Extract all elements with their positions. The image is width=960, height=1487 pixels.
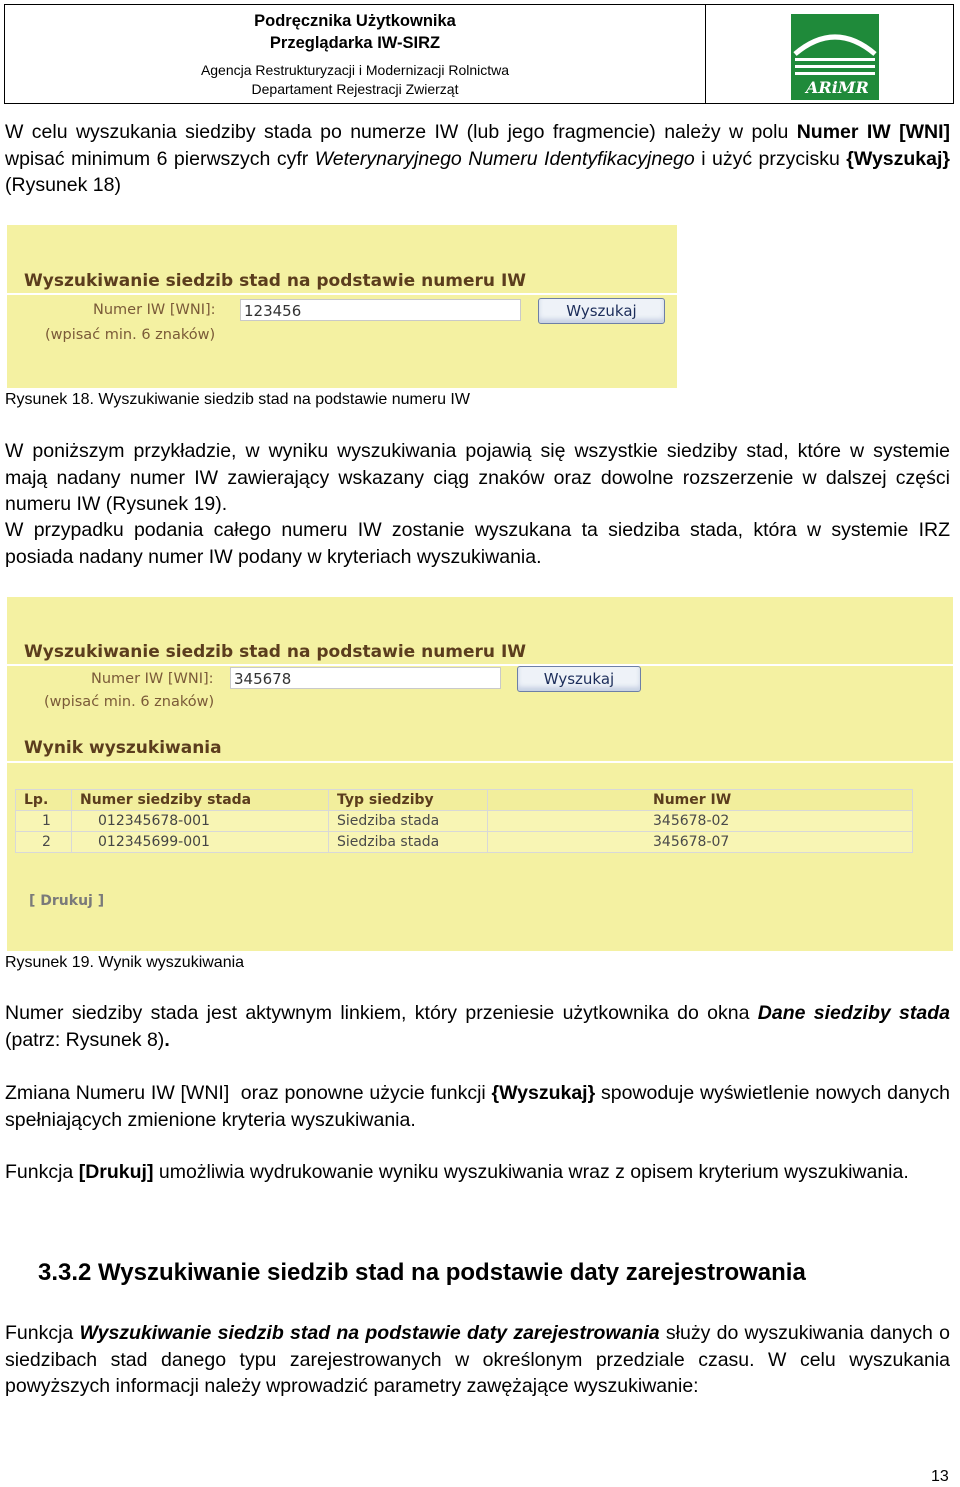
section-heading: 3.3.2 Wyszukiwanie siedzib stad na podstawie daty zarejestrowania bbox=[38, 1259, 806, 1286]
text: Numer siedziby stada jest aktywnym linkiem, który przeniesie użytkownika do okna bbox=[5, 1002, 758, 1024]
results-title: Wynik wyszukiwania bbox=[24, 738, 222, 758]
text: umożliwia wydrukowanie wyniku wyszukiwania wraz z opisem kryterium wyszukiwania. bbox=[153, 1161, 909, 1183]
term: Weterynaryjnego Numeru Identyfikacyjnego bbox=[314, 147, 695, 170]
field-name: Numer IW [WNI] bbox=[796, 121, 950, 143]
table-header-row bbox=[16, 790, 913, 811]
button-name: {Wyszukaj} bbox=[491, 1082, 596, 1104]
print-link[interactable]: [ Drukuj ] bbox=[29, 893, 105, 909]
department-name: Departament Rejestracji Zwierząt bbox=[251, 81, 459, 97]
function-name: Wyszukiwanie siedzib stad na podstawie daty zarejestrowania bbox=[79, 1322, 660, 1344]
herd-number-link[interactable]: 012345678-001 bbox=[72, 811, 329, 832]
full-number-paragraph: W przypadku podania całego numeru IW zostanie wyszukana ta siedziba stada, która w systemie IRZ posiada nadany numer IW podany w kryteriach wyszukiwania. bbox=[5, 519, 950, 568]
cell-type: Siedziba stada bbox=[329, 811, 488, 832]
intro-paragraph bbox=[5, 119, 950, 199]
example-paragraph: W poniższym przykładzie, w wyniku wyszukiwania pojawią się wszystkie siedziby stad, które w systemie mają nadany numer IW zawierający wskazany ciąg znaków oraz dowolne rozszerzenie w dalszej części numeru IW (Rysunek 19). bbox=[5, 440, 950, 515]
header-text-block bbox=[5, 5, 705, 103]
col-header-lp: Lp. bbox=[16, 790, 72, 811]
title-separator bbox=[7, 293, 677, 295]
logo-text: ARiMR bbox=[806, 78, 869, 97]
header-divider bbox=[705, 5, 706, 103]
table-row bbox=[16, 811, 913, 832]
text: Funkcja bbox=[5, 1161, 79, 1183]
iw-number-input[interactable]: 345678 bbox=[230, 667, 501, 689]
figure-18-screenshot bbox=[7, 225, 677, 388]
text: . bbox=[164, 1028, 170, 1051]
text: służy do wyszukiwania danych o siedzibach stad danego typu zarejestrowanych w określonym przedziale czasu. W celu wyszukania powyższych informacji należy wprowadzić parametry zawężające wyszukiwanie: bbox=[5, 1322, 950, 1397]
results-separator bbox=[7, 761, 953, 763]
search-button[interactable]: Wyszukaj bbox=[538, 298, 665, 324]
change-search-paragraph bbox=[5, 1080, 950, 1133]
cell-lp: 1 bbox=[16, 811, 72, 832]
iw-number-label: Numer IW [WNI]: bbox=[93, 302, 216, 318]
iw-number-input[interactable]: 123456 bbox=[240, 299, 521, 321]
print-function-paragraph bbox=[5, 1159, 950, 1186]
col-header-iw-number: Numer IW bbox=[488, 790, 913, 811]
text: i użyć przycisku bbox=[694, 147, 847, 170]
window-name: Dane siedziby stada bbox=[757, 1002, 950, 1024]
figure-19-caption: Rysunek 19. Wynik wyszukiwania bbox=[5, 954, 245, 971]
text: Zmiana Numeru IW [WNI] oraz ponowne użycie funkcji bbox=[5, 1082, 492, 1104]
button-name: {Wyszukaj} bbox=[846, 147, 950, 170]
page-header bbox=[4, 4, 954, 104]
date-search-paragraph bbox=[5, 1320, 950, 1400]
page-number: 13 bbox=[931, 1468, 949, 1485]
cell-type: Siedziba stada bbox=[329, 832, 488, 853]
text: wpisać minimum 6 pierwszych cyfr bbox=[5, 147, 315, 170]
herd-number-link[interactable]: 012345699-001 bbox=[72, 832, 329, 853]
agency-name: Agencja Restrukturyzacji i Modernizacji Rolnictwa bbox=[200, 62, 510, 78]
min-chars-hint: (wpisać min. 6 znaków) bbox=[45, 327, 216, 343]
figure-18-caption: Rysunek 18. Wyszukiwanie siedzib stad na podstawie numeru IW bbox=[5, 391, 470, 408]
search-button[interactable]: Wyszukaj bbox=[517, 666, 641, 692]
text: (Rysunek 18) bbox=[5, 174, 121, 196]
text: (patrz: Rysunek 8) bbox=[5, 1028, 165, 1051]
manual-title: Podręcznika Użytkownika bbox=[254, 12, 456, 30]
col-header-type: Typ siedziby bbox=[329, 790, 488, 811]
search-form-title: Wyszukiwanie siedzib stad na podstawie numeru IW bbox=[24, 271, 527, 291]
link-info-paragraph bbox=[5, 1000, 950, 1053]
button-name: [Drukuj] bbox=[78, 1161, 154, 1183]
app-name: Przeglądarka IW-SIRZ bbox=[269, 34, 441, 52]
cell-lp: 2 bbox=[16, 832, 72, 853]
text: W celu wyszukania siedziby stada po numerze IW (lub jego fragmencie) należy w polu bbox=[5, 121, 797, 143]
cell-iw-number: 345678-07 bbox=[488, 832, 913, 853]
results-table bbox=[15, 789, 913, 853]
cell-iw-number: 345678-02 bbox=[488, 811, 913, 832]
table-row bbox=[16, 832, 913, 853]
text: Funkcja bbox=[5, 1322, 80, 1344]
search-form-title: Wyszukiwanie siedzib stad na podstawie numeru IW bbox=[24, 642, 527, 662]
text: spowoduje wyświetlenie nowych danych spełniających zmienione kryteria wyszukiwania. bbox=[5, 1082, 950, 1131]
iw-number-label: Numer IW [WNI]: bbox=[91, 671, 214, 687]
figure-19-screenshot bbox=[7, 597, 953, 951]
min-chars-hint: (wpisać min. 6 znaków) bbox=[44, 694, 215, 710]
col-header-herd-number: Numer siedziby stada bbox=[72, 790, 329, 811]
title-separator bbox=[7, 664, 953, 666]
